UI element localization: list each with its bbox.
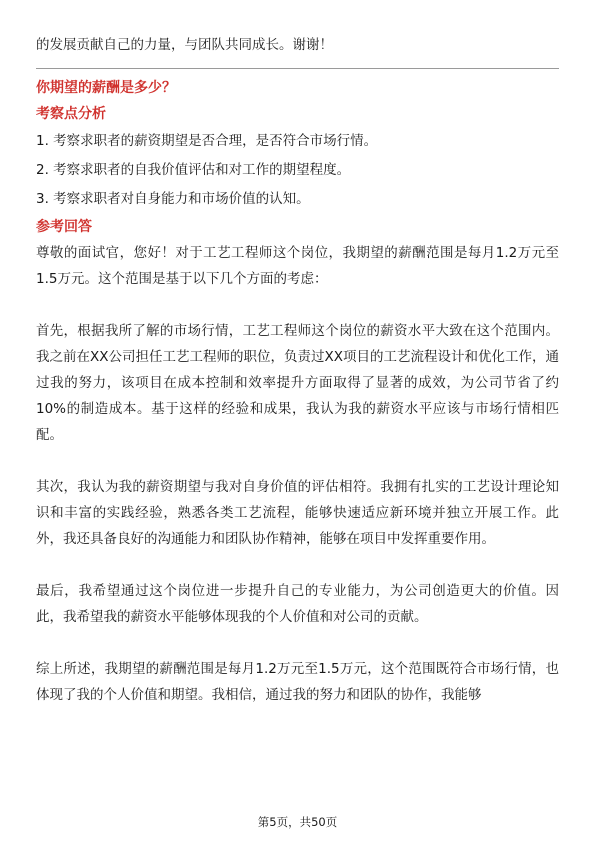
answer-paragraph: 尊敬的面试官，您好！对于工艺工程师这个岗位，我期望的薪酬范围是每月1.2万元至1.5万元。这个范围是基于以下几个方面的考虑： xyxy=(36,245,559,287)
page-content xyxy=(36,32,559,708)
answer-heading: 参考回答 xyxy=(36,219,92,235)
page-number: 第5页，共50页 xyxy=(257,815,338,829)
analysis-point: 2. 考察求职者的自我价值评估和对工作的期望程度。 xyxy=(36,162,351,178)
analysis-point: 3. 考察求职者对自身能力和市场价值的认知。 xyxy=(36,191,310,207)
answer-paragraph: 综上所述，我期望的薪酬范围是每月1.2万元至1.5万元，这个范围既符合市场行情，也体现了我的个人价值和期望。我相信，通过我的努力和团队的协作，我能够 xyxy=(36,661,559,703)
interview-question: 你期望的薪酬是多少？ xyxy=(36,80,176,96)
answer-paragraph: 最后，我希望通过这个岗位进一步提升自己的专业能力，为公司创造更大的价值。因此，我希望我的薪资水平能够体现我的个人价值和对公司的贡献。 xyxy=(36,583,559,625)
analysis-heading: 考察点分析 xyxy=(36,106,106,122)
previous-answer-closing: 的发展贡献自己的力量，与团队共同成长。谢谢！ xyxy=(36,37,333,53)
analysis-points xyxy=(36,127,559,214)
answer-paragraph: 其次，我认为我的薪资期望与我对自身价值的评估相符。我拥有扎实的工艺设计理论知识和丰富的实践经验，熟悉各类工艺流程，能够快速适应新环境并独立开展工作。此外，我还具备良好的沟通能力和团队协作精神，能够在项目中发挥重要作用。 xyxy=(36,479,559,547)
analysis-point: 1. 考察求职者的薪资期望是否合理，是否符合市场行情。 xyxy=(36,133,378,149)
section-divider xyxy=(36,68,559,69)
answer-paragraph: 首先，根据我所了解的市场行情，工艺工程师这个岗位的薪资水平大致在这个范围内。我之前在XX公司担任工艺工程师的职位，负责过XX项目的工艺流程设计和优化工作，通过我的努力，该项目在成本控制和效率提升方面取得了显著的成效，为公司节省了约10%的制造成本。基于这样的经验和成果，我认为我的薪资水平应该与市场行情相匹配。 xyxy=(36,323,559,443)
